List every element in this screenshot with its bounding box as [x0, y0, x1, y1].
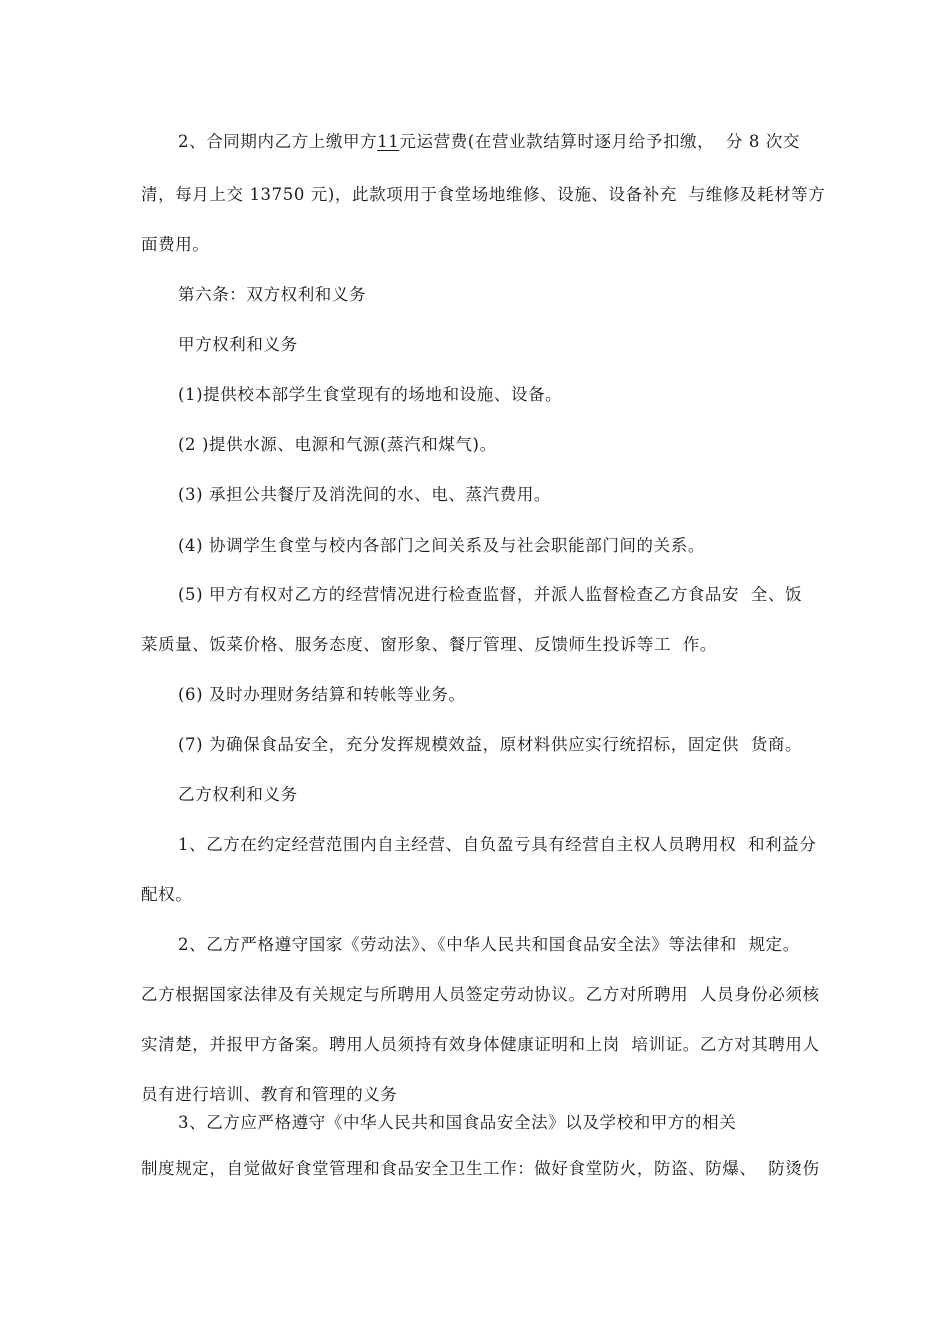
fee-text-before-amount: 2、合同期内乙方上缴甲方 — [178, 132, 378, 151]
party-a-item-1: (1)提供校本部学生食堂现有的场地和设施、设备。 — [178, 385, 563, 404]
party-b-item-3-line-1: 3、乙方应严格遵守《中华人民共和国食品安全法》以及学校和甲方的相关 — [178, 1113, 737, 1132]
article-6-heading: 第六条：双方权利和义务 — [178, 285, 367, 304]
party-b-item-1-line-1: 1、乙方在约定经营范围内自主经营、自负盈亏具有经营自主权人员聘用权 和利益分 — [178, 835, 817, 854]
party-b-item-2-line-3: 实清楚，并报甲方备案。聘用人员须持有效身体健康证明和上岗 培训证。乙方对其聘用人 — [141, 1035, 820, 1054]
party-a-item-3: (3) 承担公共餐厅及消洗间的水、电、蒸汽费用。 — [178, 485, 552, 504]
party-a-item-2: (2 )提供水源、电源和气源(蒸汽和煤气)。 — [178, 435, 497, 454]
paragraph-fee-line-1 — [178, 131, 800, 153]
party-b-heading: 乙方权利和义务 — [178, 785, 298, 804]
party-a-item-6: (6) 及时办理财务结算和转帐等业务。 — [178, 685, 466, 704]
party-b-item-2-line-4: 员有进行培训、教育和管理的义务 — [141, 1085, 398, 1104]
fee-amount: 11 — [377, 132, 400, 151]
party-b-item-1-line-2: 配权。 — [141, 885, 193, 904]
party-a-item-5-line-2: 菜质量、饭菜价格、服务态度、窗形象、餐厅管理、反馈师生投诉等工 作。 — [141, 635, 717, 654]
party-b-item-3-line-2: 制度规定，自觉做好食堂管理和食品安全卫生工作：做好食堂防火，防盗、防爆、 防烫伤 — [141, 1159, 820, 1178]
party-a-item-7: (7) 为确保食品安全，充分发挥规模效益，原材料供应实行统招标，固定供 货商。 — [178, 735, 803, 754]
party-a-heading: 甲方权利和义务 — [178, 335, 298, 354]
party-b-item-2-line-1: 2、乙方严格遵守国家《劳动法》、《中华人民共和国食品安全法》等法律和 规定。 — [178, 935, 800, 954]
party-a-item-5-line-1: (5) 甲方有权对乙方的经营情况进行检查监督，并派人监督检查乙方食品安 全、饭 — [178, 585, 803, 604]
paragraph-fee-line-3: 面费用。 — [141, 235, 210, 254]
paragraph-fee-line-2: 清，每月上交 13750 元)，此款项用于食堂场地维修、设施、设备补充 与维修及耗材等方 — [141, 185, 826, 204]
fee-text-after-amount: 元运营费(在营业款结算时逐月给予扣缴， 分 8 次交 — [399, 132, 801, 151]
party-b-item-2-line-2: 乙方根据国家法律及有关规定与所聘用人员签定劳动协议。乙方对所聘用 人员身份必须核 — [141, 985, 820, 1004]
party-a-item-4: (4) 协调学生食堂与校内各部门之间关系及与社会职能部门间的关系。 — [178, 536, 705, 555]
